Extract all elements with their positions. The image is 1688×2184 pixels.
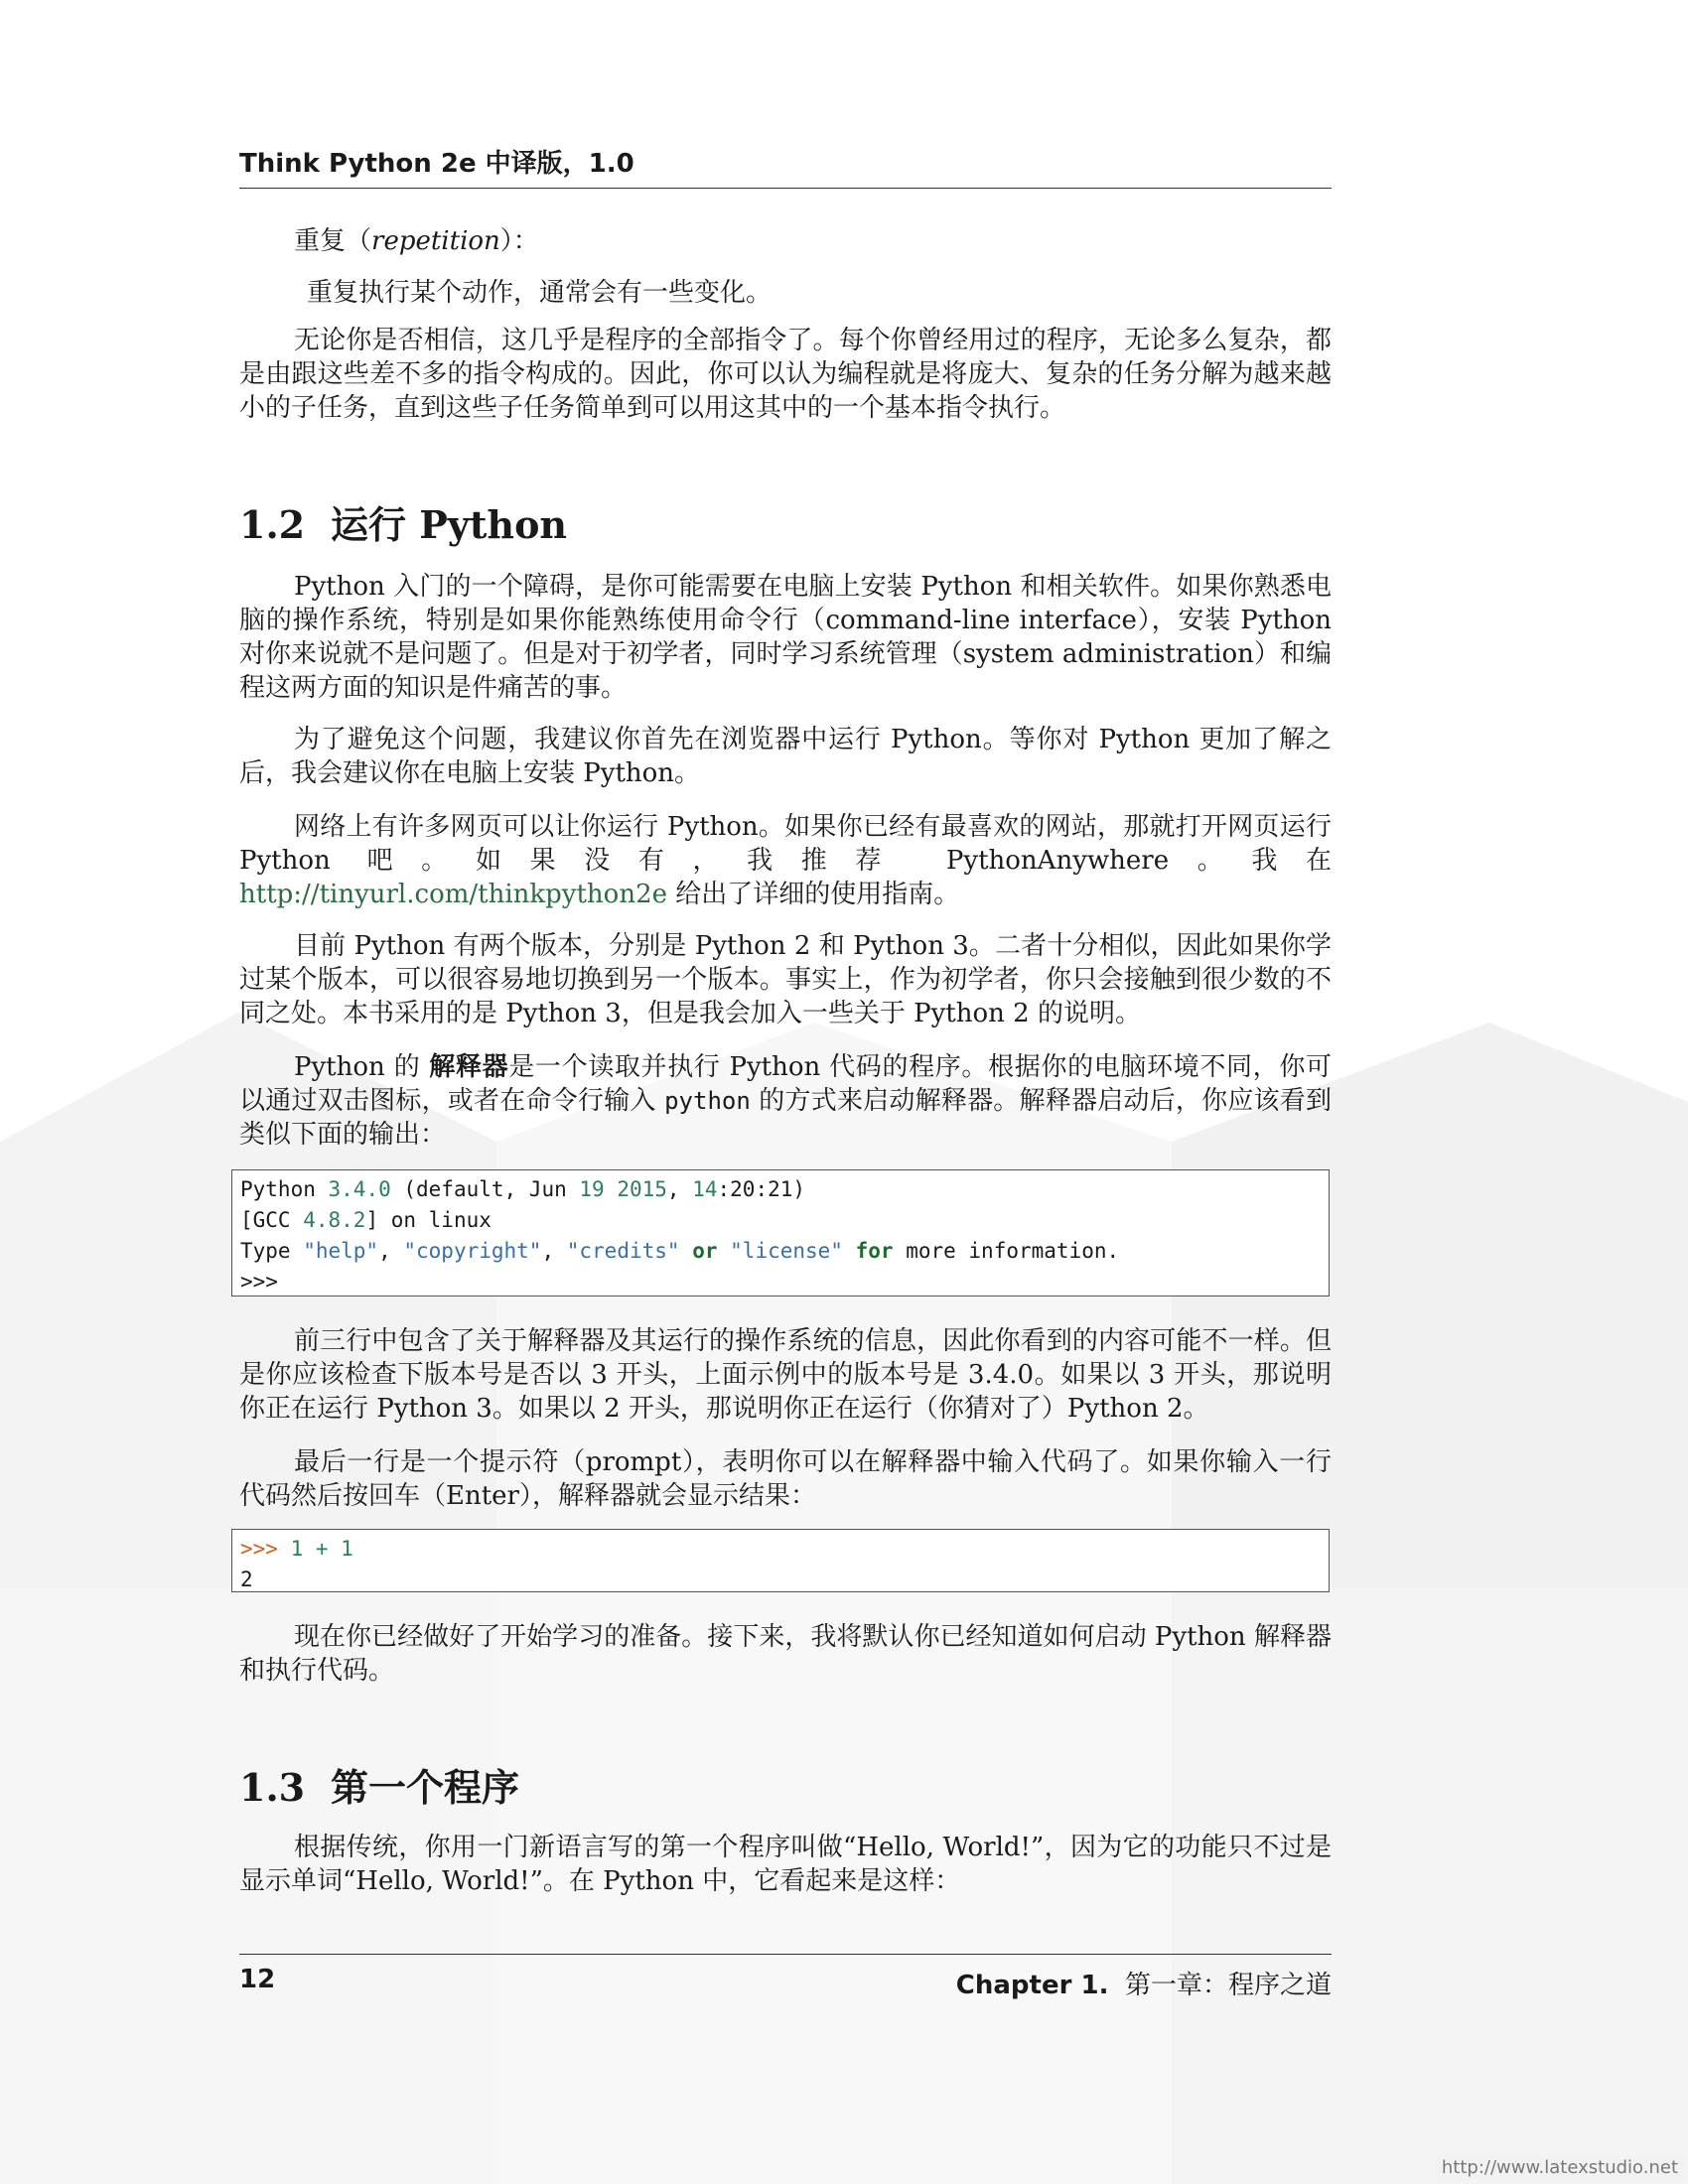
paragraph-version-check: 前三行中包含了关于解释器及其运行的操作系统的信息，因此你看到的内容可能不一样。但是你应该检查下版本号是否以 3 开头，上面示例中的版本号是 3.4.0。如果以 3 开头，那说明你正在运行 Python 3。如果以 2 开头，那说明你正在运行（你猜对了）Python 2。 [239,1326,1332,1424]
addition-example-code [231,1529,1330,1592]
page-number: 12 [239,1965,276,1994]
code-line: Type "help", "copyright", "credits" or "license" for more information. [240,1239,1120,1263]
interpreter-banner-code [231,1169,1330,1297]
book-page [239,0,1332,2184]
paragraph-installation-barrier: Python 入门的一个障碍，是你可能需要在电脑上安装 Python 和相关软件。如果你熟悉电脑的操作系统，特别是如果你能熟练使用命令行（command-line interface），安装 Python 对你来说就不是问题了。但是对于初学者，同时学习系统管理（system administration）和编程这两方面的知识是件痛苦的事。 [239,572,1332,703]
paragraph-python-versions: 目前 Python 有两个版本，分别是 Python 2 和 Python 3。二者十分相似，因此如果你学过某个版本，可以很容易地切换到另一个版本。事实上，作为初学者，你只会接触到很少数的不同之处。本书采用的是 Python 3，但是我会加入一些关于 Python 2 的说明。 [239,931,1332,1028]
code-line: [GCC 4.8.2] on linux [240,1208,492,1232]
paragraph-run-in-browser: 为了避免这个问题，我建议你首先在浏览器中运行 Python。等你对 Python 更加了解之后，我会建议你在电脑上安装 Python。 [239,725,1332,788]
paragraph-instructions-summary: 无论你是否相信，这几乎是程序的全部指令了。每个你曾经用过的程序，无论多么复杂，都是由跟这些差不多的指令构成的。因此，你可以认为编程就是将庞大、复杂的任务分解为越来越小的子任务，直到这些子任务简单到可以用这其中的一个基本指令执行。 [239,326,1332,423]
paragraph-hello-world: 根据传统，你用一门新语言写的第一个程序叫做“Hello, World!”，因为它的功能只不过是显示单词“Hello, World!”。在 Python 中，它看起来是这样： [239,1833,1332,1896]
watermark-url: http://www.latexstudio.net [1436,2155,1684,2180]
code-line: >>> 1 + 1 [240,1537,353,1561]
code-line: 2 [240,1568,253,1591]
chapter-title: Chapter 1. 第一章：程序之道 [955,1971,1332,2000]
paragraph-websites: 网络上有许多网页可以让你运行 Python。如果你已经有最喜欢的网站，那就打开网页运行 Python 吧。如果没有，我推荐 PythonAnywhere。我在 http://tinyurl.com/thinkpython2e 给出了详细的使用指南。 [239,812,1332,909]
paragraph-ready: 现在你已经做好了开始学习的准备。接下来，我将默认你已经知道如何启动 Python 解释器和执行代码。 [239,1622,1332,1686]
code-line: >>> [240,1270,278,1294]
guide-link[interactable]: http://tinyurl.com/thinkpython2e [239,880,668,909]
code-line: Python 3.4.0 (default, Jun 19 2015, 14:20:21) [240,1177,806,1201]
page-footer [239,1954,1332,2000]
paragraph-prompt: 最后一行是一个提示符（prompt），表明你可以在解释器中输入代码了。如果你输入一行代码然后按回车（Enter），解释器就会显示结果： [239,1447,1332,1511]
definition-description: 重复执行某个动作，通常会有一些变化。 [307,278,773,308]
running-header: Think Python 2e 中译版，1.0 [239,143,1332,189]
section-heading-1-3: 1.3 第一个程序 [239,1765,520,1810]
section-heading-1-2: 1.2 运行 Python [239,502,568,547]
paragraph-interpreter: Python 的 解释器是一个读取并执行 Python 代码的程序。根据你的电脑环境不同，你可以通过双击图标，或者在命令行输入 python 的方式来启动解释器。解释器启动后，你应该看到类似下面的输出： [239,1052,1333,1150]
definition-term: 重复（repetition）： [294,226,539,256]
